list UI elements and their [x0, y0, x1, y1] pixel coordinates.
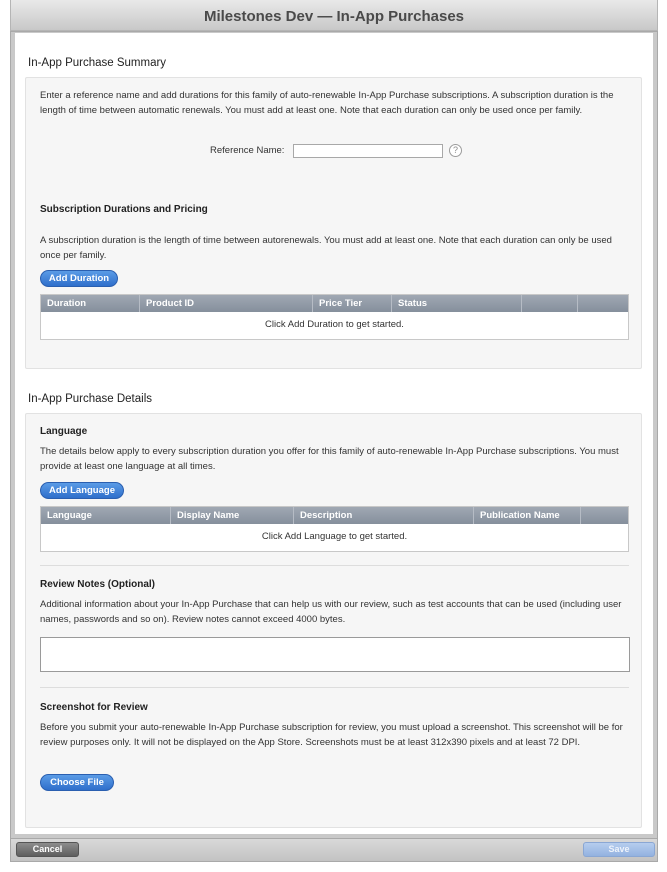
summary-panel [25, 77, 642, 369]
summary-section-title: In-App Purchase Summary [28, 57, 167, 69]
column-header-publication-name[interactable]: Publication Name [474, 507, 581, 524]
column-header-display-name[interactable]: Display Name [171, 507, 294, 524]
language-empty-message: Click Add Language to get started. [261, 531, 408, 542]
details-section-title: In-App Purchase Details [28, 393, 153, 405]
choose-file-button[interactable]: Choose File [40, 774, 114, 791]
add-language-button[interactable]: Add Language [40, 482, 124, 499]
main-content [15, 33, 653, 834]
screenshot-title: Screenshot for Review [40, 702, 148, 713]
review-notes-textarea[interactable] [40, 637, 630, 672]
help-icon[interactable]: ? [449, 144, 462, 157]
review-notes-title: Review Notes (Optional) [40, 579, 156, 590]
column-header-duration[interactable]: Duration [41, 295, 140, 312]
add-duration-button[interactable]: Add Duration [40, 270, 118, 287]
cancel-button[interactable]: Cancel [16, 842, 79, 857]
language-description: The details below apply to every subscription duration you offer for this family of auto-renewable In-App Purchase subscriptions. You must provide at least one language at all times. [40, 446, 619, 472]
column-header-blank [522, 295, 578, 312]
reference-name-label: Reference Name: [210, 145, 285, 156]
section-divider [40, 565, 629, 566]
column-header-description[interactable]: Description [294, 507, 474, 524]
durations-table-header [41, 295, 628, 312]
bottom-toolbar [10, 838, 658, 862]
durations-table [40, 294, 629, 340]
summary-intro-text: Enter a reference name and add durations for this family of auto-renewable In-App Purchase subscriptions. A subscription duration is the length of time between automatic renewals. You must add at least one. Note that each duration can only be used once per family. [40, 90, 614, 116]
screenshot-description: Before you submit your auto-renewable In-App Purchase subscription for review, you must upload a screenshot. This screenshot will be for review purposes only. It will not be displayed on the App Store. Screenshots must be at least 312x390 pixels and at least 72 DPI. [40, 722, 623, 748]
window-title: Milestones Dev — In-App Purchases [10, 0, 658, 31]
language-title: Language [40, 426, 88, 437]
review-notes-description: Additional information about your In-App Purchase that can help us with our review, such as test accounts that can be used (including user names, passwords and so on). Review notes cannot exceed 4000 bytes. [40, 599, 622, 625]
language-table [40, 506, 629, 552]
durations-description: A subscription duration is the length of time between autorenewals. You must add at least one. Note that each duration can only be used once per family. [40, 235, 612, 261]
column-header-product-id[interactable]: Product ID [140, 295, 313, 312]
reference-name-input[interactable] [293, 144, 443, 158]
column-header-status[interactable]: Status [392, 295, 522, 312]
details-panel [25, 413, 642, 828]
section-divider [40, 687, 629, 688]
durations-title: Subscription Durations and Pricing [40, 204, 208, 215]
language-table-header [41, 507, 628, 524]
durations-empty-message: Click Add Duration to get started. [265, 319, 404, 330]
column-header-language[interactable]: Language [41, 507, 171, 524]
save-button[interactable]: Save [583, 842, 655, 857]
column-header-price-tier[interactable]: Price Tier [313, 295, 392, 312]
